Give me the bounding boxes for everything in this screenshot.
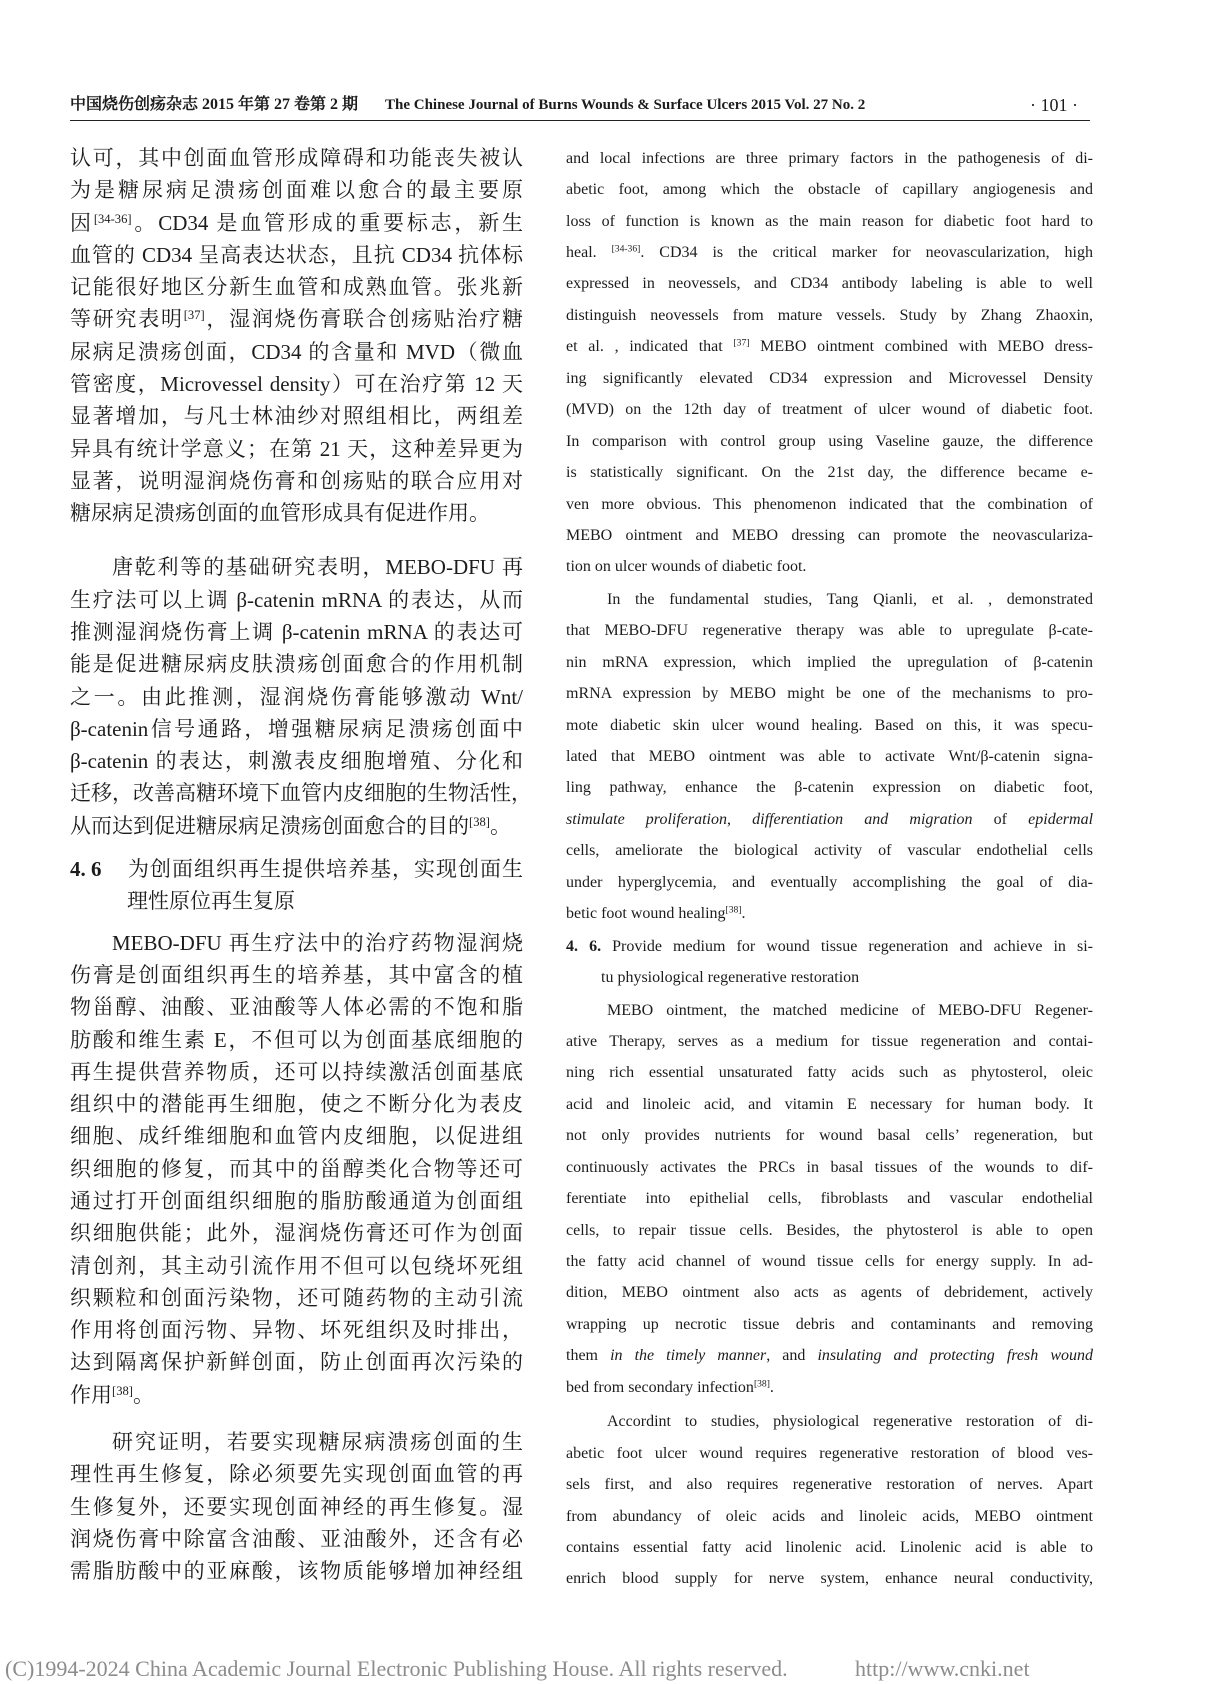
- text-line: abetic foot ulcer wound requires regenerative restoration of blood ves-: [566, 1444, 1093, 1462]
- text-line: 异具有统计学意义；在第 21 天，这种差异更为: [70, 436, 523, 461]
- text-run: them: [566, 1347, 611, 1365]
- text-line: 清创剂，其主动引流作用不但可以包绕坏死组: [70, 1253, 523, 1278]
- citation-superscript: [38]: [753, 1378, 770, 1390]
- chinese-paragraph-1: [70, 142, 523, 530]
- text-line: 达到隔离保护新鲜创面，防止创面再次污染的: [70, 1350, 523, 1375]
- text-run: . CD34 is the critical marker for neovascularization, high: [640, 244, 1093, 261]
- chinese-paragraph-2: [70, 551, 532, 842]
- text-run: 。: [489, 813, 511, 838]
- text-line: 肪酸和维生素 E，不但可以为创面基底细胞的: [70, 1027, 523, 1052]
- text-line: 组织中的潜能再生细胞，使之不断分化为表皮: [70, 1092, 523, 1117]
- text-line: abetic foot, among which the obstacle of capillary angiogenesis and: [566, 181, 1093, 199]
- text-line: not only provides nutrients for wound basal cells’ regeneration, but: [566, 1127, 1093, 1145]
- text-line: 作用将创面污物、异物、坏死组织及时排出，: [70, 1318, 523, 1343]
- text-line: Accordint to studies, physiological regenerative restoration of di-: [607, 1413, 1093, 1431]
- italic-text: epidermal: [1028, 810, 1094, 828]
- text-line: [70, 810, 523, 842]
- text-line: [70, 853, 523, 885]
- italic-text: stimulate proliferation: [566, 810, 727, 828]
- text-line: sels first, and also requires regenerative restoration of nerves. Apart: [566, 1476, 1093, 1494]
- text-line: 糖尿病足溃疡创面的血管形成具有促进作用。: [70, 501, 490, 526]
- text-line: [566, 931, 1093, 962]
- italic-text: in the timely manner: [610, 1347, 767, 1365]
- text-line: β-catenin 的表达，刺激表皮细胞增殖、分化和: [70, 749, 523, 774]
- text-line: the fatty acid channel of wound tissue cells for energy supply. In ad-: [566, 1253, 1093, 1270]
- text-line: 织细胞的修复，而其中的甾醇类化合物等还可: [70, 1156, 523, 1181]
- text-line: 尿病足溃疡创面，CD34 的含量和 MVD（微血: [70, 339, 523, 364]
- text-line: [566, 1340, 1093, 1371]
- citation-superscript: [38]: [725, 904, 742, 916]
- text-line: In the fundamental studies, Tang Qianli, et al. , demonstrated: [607, 590, 1093, 608]
- text-line: 需脂肪酸中的亚麻酸，该物质能够增加神经组: [70, 1559, 523, 1584]
- text-run: ,: [727, 810, 753, 828]
- text-line: 织颗粒和创面污染物，还可随药物的主动引流: [70, 1285, 523, 1310]
- citation-superscript: [34-36]: [611, 243, 641, 255]
- text-line: 管密度，Microvessel density）可在治疗第 12 天: [70, 372, 523, 397]
- text-line: In comparison with control group using Vaseline gauze, the difference: [566, 432, 1093, 450]
- section-heading-english: [566, 931, 1093, 994]
- text-line: mote diabetic skin ulcer wound healing. Based on this, it was specu-: [566, 716, 1093, 734]
- journal-title-chinese: 中国烧伤创疡杂志 2015 年第 27 卷第 2 期: [70, 96, 359, 113]
- citation-superscript: [38]: [469, 814, 490, 829]
- text-line: 血管的 CD34 呈高表达状态，且抗 CD34 抗体标: [70, 242, 523, 267]
- text-line: contains essential fatty acid linolenic acid. Linolenic acid is able to: [566, 1538, 1093, 1556]
- copyright-footer: [5, 1656, 1219, 1682]
- text-line: lated that MEBO ointment was able to activate Wnt/β-catenin signa-: [566, 748, 1093, 765]
- text-line: loss of function is known as the main reason for diabetic foot hard to: [566, 212, 1093, 230]
- english-paragraph-2: [566, 584, 1093, 930]
- text-line: 再生提供营养物质，还可以持续激活创面基底: [70, 1059, 523, 1084]
- text-line: MEBO ointment, the matched medicine of MEBO-DFU Regener-: [607, 1001, 1093, 1019]
- text-run: 作用: [70, 1382, 112, 1407]
- text-line: 研究证明，若要实现糖尿病溃疡创面的生: [112, 1430, 523, 1455]
- text-line: [566, 1372, 1093, 1403]
- text-line: expressed in neovessels, and CD34 antibody labeling is able to well: [566, 275, 1093, 293]
- text-line: [566, 804, 1093, 835]
- text-line: acid and linoleic acid, and vitamin E necessary for human body. It: [566, 1095, 1093, 1113]
- text-line: 通过打开创面组织细胞的脂肪酸通道为创面组: [70, 1189, 523, 1213]
- text-line: tion on ulcer wounds of diabetic foot.: [566, 558, 807, 576]
- text-line: MEBO ointment and MEBO dressing can promote the neovasculariza-: [566, 526, 1093, 544]
- italic-text: insulating and protecting fresh wound: [817, 1347, 1093, 1365]
- text-line: enrich blood supply for nerve system, enhance neural conductivity,: [566, 1570, 1093, 1588]
- text-line: 迁移，改善高糖环境下血管内皮细胞的生物活性，: [70, 781, 532, 806]
- text-run: of: [972, 810, 1029, 828]
- text-line: [566, 331, 1093, 362]
- text-line: [566, 898, 1093, 929]
- text-line: mRNA expression by MEBO might be one of the mechanisms to pro-: [566, 685, 1093, 703]
- text-run: MEBO ointment combined with MEBO dress-: [749, 338, 1093, 356]
- copyright-notice: (C)1994-2024 China Academic Journal Electronic Publishing House. All rights reserved.: [5, 1656, 788, 1681]
- text-run: 从而达到促进糖尿病足溃疡创面愈合的目的: [70, 813, 469, 838]
- publisher-url: http://www.cnki.net: [855, 1656, 1030, 1681]
- header-rule: [70, 120, 1090, 121]
- text-line: tu physiological regenerative restoration: [601, 969, 860, 987]
- text-line: 认可，其中创面血管形成障碍和功能丧失被认: [70, 146, 523, 170]
- chinese-paragraph-4: [70, 1426, 523, 1587]
- text-line: 润烧伤膏中除富含油酸、亚油酸外，还含有必: [70, 1526, 523, 1551]
- text-run: 。: [132, 1382, 154, 1407]
- text-line: 记能很好地区分新生血管和成熟血管。张兆新: [70, 275, 523, 300]
- text-line: is statistically significant. On the 21st day, the difference became e-: [566, 464, 1093, 482]
- text-line: 理性原位再生复原: [127, 889, 295, 914]
- text-line: that MEBO-DFU regenerative therapy was able to upregulate β-cate-: [566, 622, 1093, 640]
- running-header: [70, 93, 1090, 117]
- citation-superscript: [34-36]: [93, 211, 132, 226]
- text-line: 显著增加，与凡士林油纱对照组相比，两组差: [70, 404, 523, 429]
- text-line: 生修复外，还要实现创面神经的再生修复。湿: [70, 1494, 523, 1519]
- text-run: et al. , indicated that: [566, 338, 734, 356]
- english-column: [566, 143, 1093, 1595]
- text-line: [70, 1379, 523, 1411]
- text-run: bed from secondary infection: [566, 1378, 754, 1396]
- citation-superscript: [37]: [183, 308, 205, 323]
- text-line: 物甾醇、油酸、亚油酸等人体必需的不饱和脂: [70, 995, 523, 1020]
- text-line: ven more obvious. This phenomenon indicated that the combination of: [566, 495, 1093, 513]
- text-line: continuously activates the PRCs in basal tissues of the wounds to dif-: [566, 1158, 1093, 1176]
- text-run: heal.: [566, 244, 612, 261]
- text-run: 为创面组织再生提供培养基，实现创面生: [127, 857, 523, 882]
- text-line: nin mRNA expression, which implied the upregulation of β-catenin: [566, 653, 1093, 671]
- citation-superscript: [37]: [733, 338, 750, 350]
- text-run: betic foot wound healing: [566, 905, 726, 923]
- text-line: distinguish neovessels from mature vessels. Study by Zhang Zhaoxin,: [566, 306, 1093, 324]
- text-line: 伤膏是创面组织再生的培养基，其中富含的植: [70, 962, 523, 987]
- section-number: 4. 6.: [566, 937, 602, 955]
- text-run: 。CD34 是血管形成的重要标志，新生: [131, 210, 524, 235]
- text-line: 推测湿润烧伤膏上调 β-catenin mRNA 的表达可: [70, 619, 523, 644]
- english-paragraph-3: [566, 995, 1093, 1404]
- text-line: dition, MEBO ointment also acts as agents of debridement, actively: [566, 1284, 1093, 1302]
- text-line: 生疗法可以上调 β-catenin mRNA 的表达，从而: [70, 587, 523, 612]
- text-line: β-catenin信号通路，增强糖尿病足溃疡创面中: [70, 716, 523, 741]
- chinese-column: [70, 142, 532, 1588]
- text-line: ferentiate into epithelial cells, fibroblasts and vascular endothelial: [566, 1190, 1093, 1208]
- journal-title-english: The Chinese Journal of Burns Wounds & Surface Ulcers 2015 Vol. 27 No. 2: [385, 97, 866, 113]
- section-heading-chinese: [70, 853, 523, 918]
- text-run: Provide medium for wound tissue regeneration and achieve in si-: [601, 937, 1094, 955]
- text-run: .: [769, 1378, 774, 1396]
- italic-text: differentiation and migration: [752, 810, 973, 828]
- text-line: MEBO-DFU 再生疗法中的治疗药物湿润烧: [112, 930, 523, 955]
- text-run: 因: [70, 210, 94, 235]
- text-line: 能是促进糖尿病皮肤溃疡创面愈合的作用机制: [70, 652, 523, 677]
- text-line: 理性再生修复，除必须要先实现创面血管的再: [70, 1462, 523, 1487]
- text-run: ，湿润烧伤膏联合创疡贴治疗糖: [204, 307, 524, 332]
- text-line: and local infections are three primary factors in the pathogenesis of di-: [566, 149, 1093, 167]
- page-number: · 101 ·: [1030, 95, 1078, 115]
- text-line: ing significantly elevated CD34 expression and Microvessel Density: [566, 369, 1093, 387]
- text-run: .: [741, 905, 746, 923]
- text-line: 唐乾利等的基础研究表明，MEBO-DFU 再: [112, 555, 523, 580]
- text-line: ling pathway, enhance the β-catenin expression on diabetic foot,: [566, 779, 1093, 797]
- text-line: from abundancy of oleic acids and linoleic acids, MEBO ointment: [566, 1507, 1093, 1525]
- text-line: ning rich essential unsaturated fatty acids such as phytosterol, oleic: [566, 1064, 1093, 1082]
- text-line: [70, 303, 523, 335]
- text-line: 之一。由此推测，湿润烧伤膏能够激动 Wnt/: [70, 684, 523, 709]
- citation-superscript: [38]: [112, 1383, 133, 1398]
- text-line: [70, 207, 523, 239]
- chinese-paragraph-3: [70, 927, 523, 1411]
- text-line: cells, to repair tissue cells. Besides, the phytosterol is able to open: [566, 1221, 1093, 1239]
- english-paragraph-4: [566, 1406, 1093, 1595]
- section-number: 4. 6: [70, 857, 102, 882]
- text-line: ative Therapy, serves as a medium for tissue regeneration and contai-: [566, 1032, 1093, 1050]
- english-paragraph-1: [566, 143, 1093, 583]
- text-line: under hyperglycemia, and eventually accomplishing the goal of dia-: [566, 873, 1093, 891]
- text-line: 为是糖尿病足溃疡创面难以愈合的最主要原: [70, 178, 523, 203]
- text-line: [566, 237, 1093, 268]
- text-line: (MVD) on the 12th day of treatment of ulcer wound of diabetic foot.: [566, 401, 1093, 419]
- text-run: , and: [766, 1347, 818, 1365]
- text-line: wrapping up necrotic tissue debris and contaminants and removing: [566, 1315, 1093, 1333]
- text-line: cells, ameliorate the biological activity of vascular endothelial cells: [566, 842, 1093, 860]
- text-line: 显著，说明湿润烧伤膏和创疡贴的联合应用对: [70, 468, 523, 493]
- text-line: 织细胞供能；此外，湿润烧伤膏还可作为创面: [70, 1221, 523, 1246]
- text-line: 细胞、成纤维细胞和血管内皮细胞，以促进组: [70, 1124, 523, 1149]
- text-run: 等研究表明: [70, 307, 184, 332]
